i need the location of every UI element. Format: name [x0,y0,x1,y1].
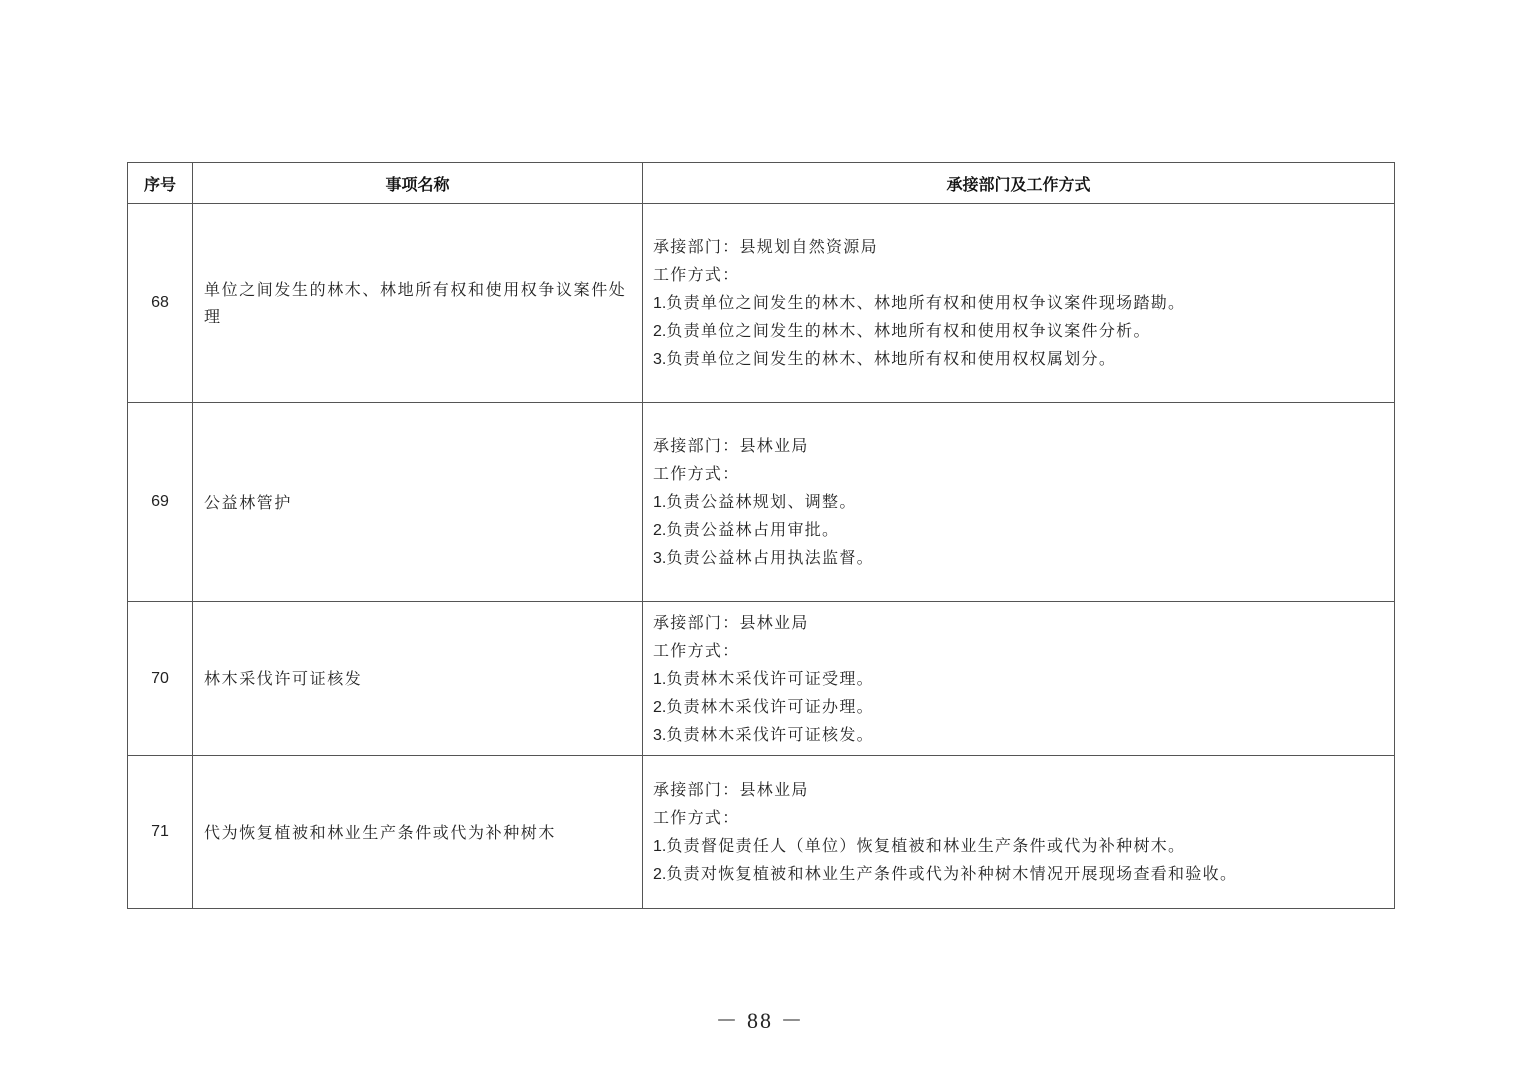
table-row [128,602,1395,756]
method-heading-line: 工作方式： [653,265,740,284]
method-item-line: 1.负责单位之间发生的林木、林地所有权和使用权争议案件现场踏勘。 [653,293,1186,312]
row-seq: 68 [128,204,193,403]
table-row [128,204,1395,403]
row-dept-and-method [643,204,1395,403]
method-item-line: 3.负责林木采伐许可证核发。 [653,724,874,744]
dept-line: 承接部门：县林业局 [653,436,809,455]
method-item-line: 3.负责单位之间发生的林木、林地所有权和使用权权属划分。 [653,349,1117,368]
row-seq: 69 [128,403,193,602]
method-heading-line: 工作方式： [653,808,740,827]
row-item-name: 林木采伐许可证核发 [193,602,643,756]
table-row [128,756,1395,909]
row-dept-and-method [643,602,1395,756]
method-item-line: 2.负责对恢复植被和林业生产条件或代为补种树木情况开展现场查看和验收。 [653,864,1238,883]
method-heading-line: 工作方式： [653,640,740,660]
items-table [127,162,1395,909]
row-item-name: 单位之间发生的林木、林地所有权和使用权争议案件处理 [193,204,643,403]
method-item-line: 3.负责公益林占用执法监督。 [653,548,874,567]
dept-line: 承接部门：县林业局 [653,612,809,632]
row-seq: 71 [128,756,193,909]
header-item-name: 事项名称 [193,163,643,204]
row-dept-and-method [643,756,1395,909]
method-heading-line: 工作方式： [653,464,740,483]
row-item-name: 代为恢复植被和林业生产条件或代为补种树木 [193,756,643,909]
dept-line: 承接部门：县规划自然资源局 [653,237,878,256]
dept-line: 承接部门：县林业局 [653,780,809,799]
page-number: － 88 － [715,1008,805,1033]
method-item-line: 1.负责公益林规划、调整。 [653,492,857,511]
row-item-name: 公益林管护 [193,403,643,602]
header-dept-and-method: 承接部门及工作方式 [643,163,1395,204]
method-item-line: 2.负责林木采伐许可证办理。 [653,696,874,716]
table-row [128,403,1395,602]
table-header-row [128,163,1395,204]
method-item-line: 1.负责督促责任人（单位）恢复植被和林业生产条件或代为补种树木。 [653,836,1186,855]
row-seq: 70 [128,602,193,756]
header-seq: 序号 [128,163,193,204]
method-item-line: 1.负责林木采伐许可证受理。 [653,668,874,688]
row-dept-and-method [643,403,1395,602]
method-item-line: 2.负责单位之间发生的林木、林地所有权和使用权争议案件分析。 [653,321,1151,340]
method-item-line: 2.负责公益林占用审批。 [653,520,840,539]
